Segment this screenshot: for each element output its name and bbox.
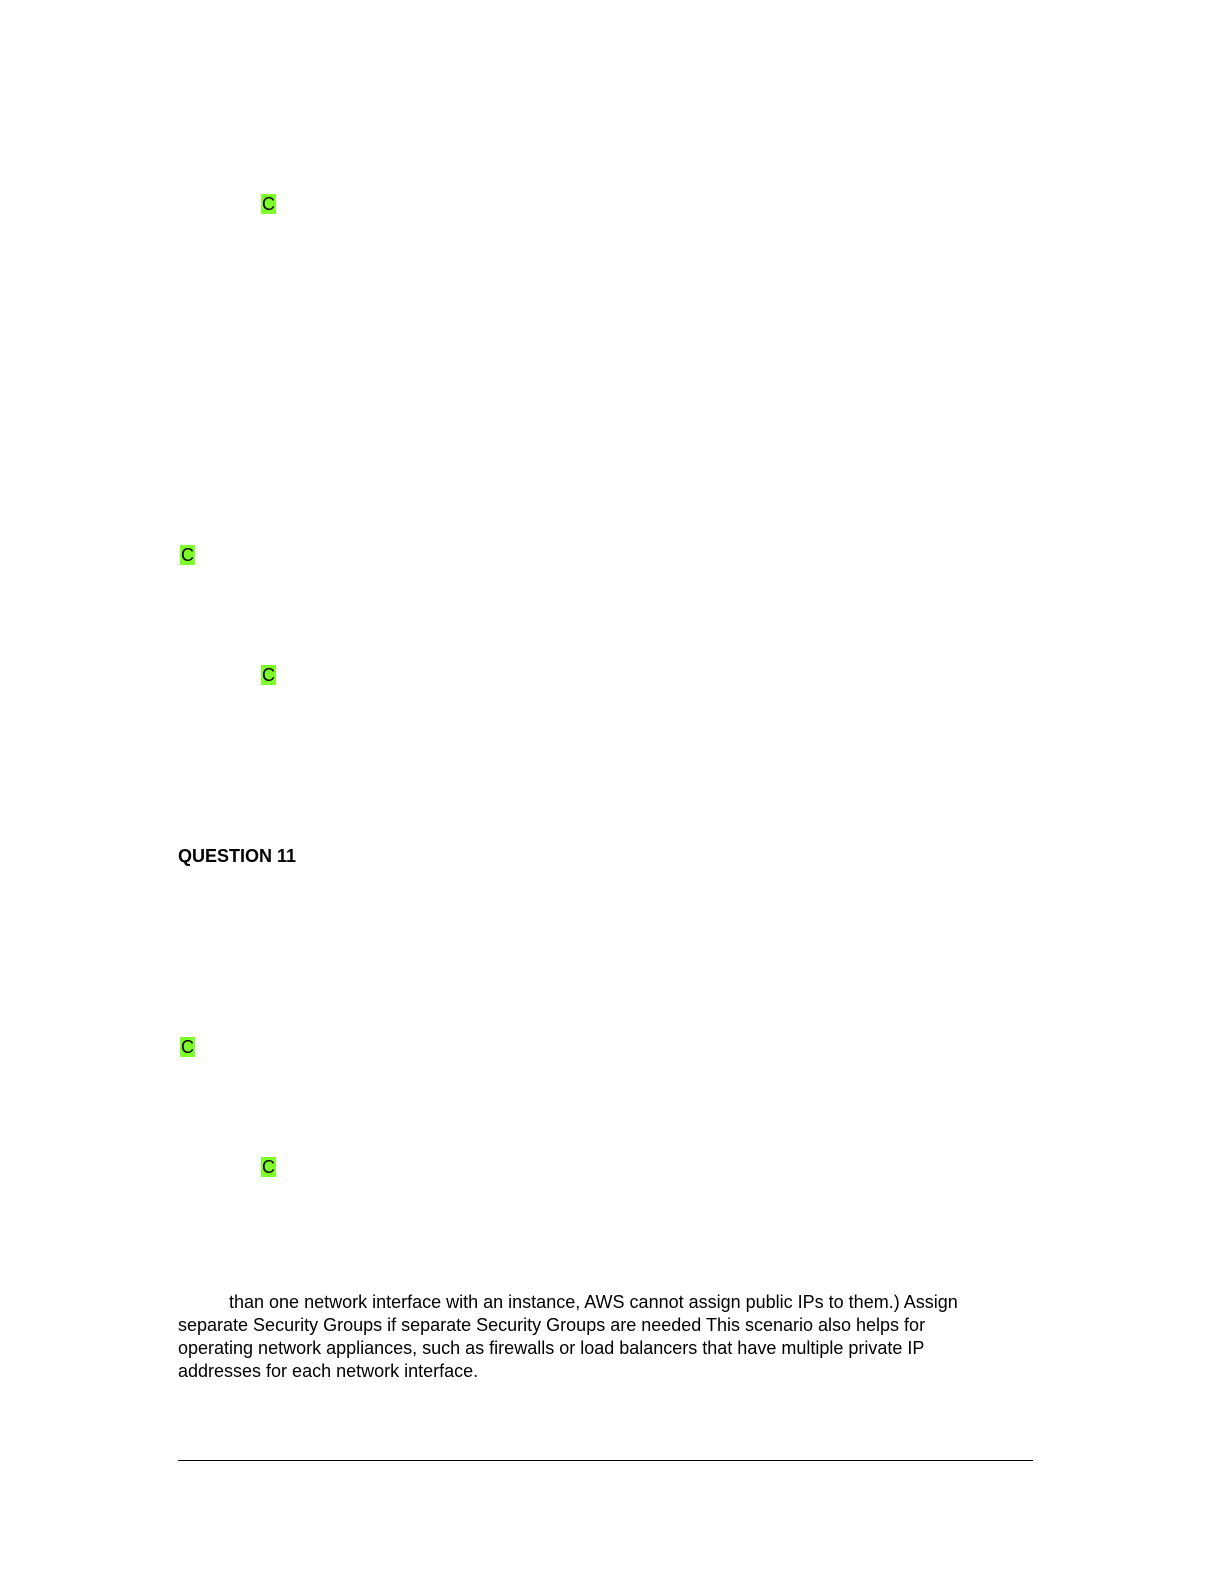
explanation-line: operating network appliances, such as firewalls or load balancers that have multiple private IP [178, 1338, 925, 1358]
footer-divider [178, 1460, 1033, 1461]
explanation-line: separate Security Groups if separate Security Groups are needed This scenario also helps for [178, 1315, 926, 1335]
explanation-line: than one network interface with an instance, AWS cannot assign public IPs to them.) Assign [229, 1292, 958, 1312]
explanation-line: addresses for each network interface. [178, 1361, 479, 1381]
answer-marker-highlight: C [262, 1157, 275, 1177]
question-heading: QUESTION 11 [178, 846, 297, 866]
answer-marker-highlight: C [262, 665, 275, 685]
explanation-paragraph [178, 1291, 1038, 1383]
answer-marker-highlight: C [262, 194, 275, 214]
answer-marker-highlight: C [181, 1037, 194, 1057]
answer-marker-highlight: C [181, 545, 194, 565]
